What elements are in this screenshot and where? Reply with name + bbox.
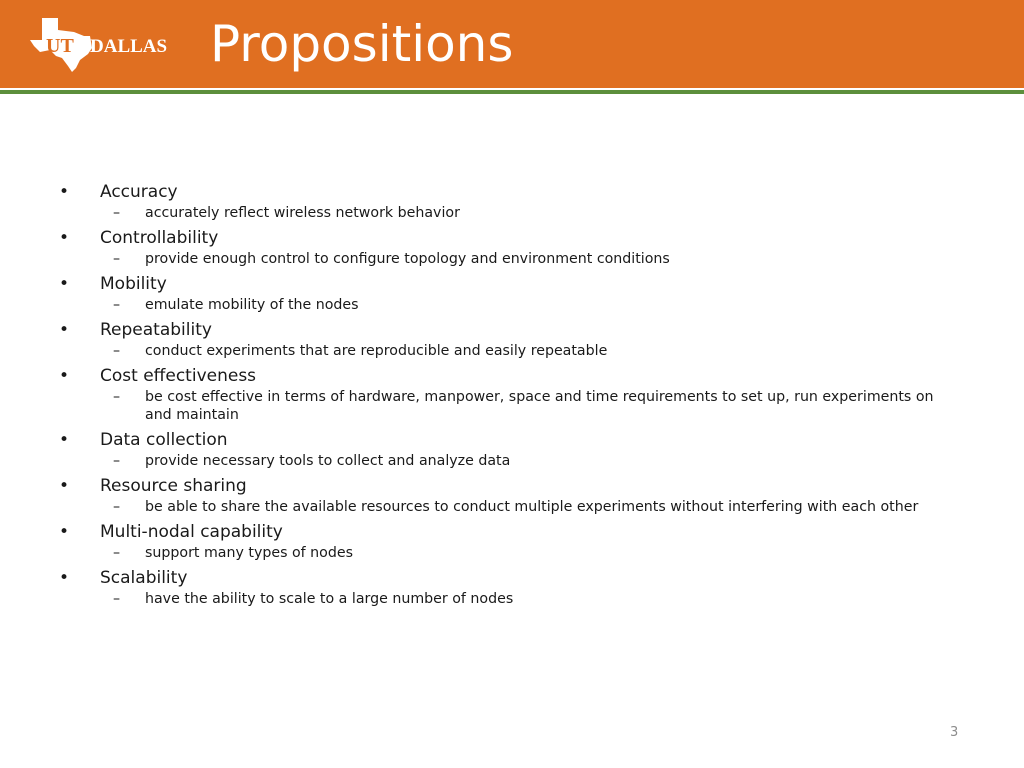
sub-bullet	[0, 296, 1024, 314]
bullet-heading-text: Mobility	[100, 274, 167, 294]
dash-marker: –	[113, 389, 121, 405]
bullet-marker: •	[59, 274, 70, 294]
bullet-heading	[0, 428, 1024, 452]
bullet-marker: •	[59, 320, 70, 340]
bullet-marker: •	[59, 430, 70, 450]
sub-bullet	[0, 342, 1024, 360]
dash-marker: –	[113, 453, 121, 469]
bullet-heading-text: Accuracy	[100, 182, 178, 202]
sub-bullet-text: have the ability to scale to a large number of nodes	[145, 591, 514, 607]
svg-text:DALLAS: DALLAS	[90, 36, 168, 57]
sub-bullet-text: conduct experiments that are reproducible and easily repeatable	[145, 343, 608, 359]
list-item	[0, 520, 1024, 562]
bullet-heading-text: Cost effectiveness	[100, 366, 257, 386]
bullet-marker: •	[59, 366, 70, 386]
list-item	[0, 566, 1024, 608]
bullet-marker: •	[59, 476, 70, 496]
bullet-heading	[0, 566, 1024, 590]
bullet-heading-text: Multi-nodal capability	[100, 522, 283, 542]
sub-bullet-text: provide necessary tools to collect and analyze data	[145, 453, 511, 469]
list-item	[0, 474, 1024, 516]
sub-bullet	[0, 590, 1024, 608]
bullet-marker: •	[59, 182, 70, 202]
sub-bullet	[0, 544, 1024, 562]
sub-bullet	[0, 204, 1024, 222]
bullet-heading	[0, 474, 1024, 498]
sub-bullet	[0, 452, 1024, 470]
dash-marker: –	[113, 343, 121, 359]
bullet-marker: •	[59, 522, 70, 542]
bullet-heading	[0, 364, 1024, 388]
sub-bullet-text: be cost effective in terms of hardware, manpower, space and time requirements to set up, run experiments on and maintain	[145, 389, 934, 423]
list-item	[0, 180, 1024, 222]
slide-title: Propositions	[210, 15, 514, 73]
sub-bullet-text: be able to share the available resources to conduct multiple experiments without interfering with each other	[145, 499, 919, 515]
dash-marker: –	[113, 591, 121, 607]
page-number: 3	[950, 725, 959, 740]
sub-bullet	[0, 388, 1024, 424]
list-item	[0, 428, 1024, 470]
bullet-heading-text: Data collection	[100, 430, 228, 450]
sub-bullet-text: provide enough control to configure topology and environment conditions	[145, 251, 670, 267]
utdallas-logo	[28, 14, 186, 76]
bullet-marker: •	[59, 568, 70, 588]
bullet-heading	[0, 318, 1024, 342]
bullet-heading	[0, 520, 1024, 544]
list-item	[0, 272, 1024, 314]
sub-bullet-text: accurately reflect wireless network behavior	[145, 205, 460, 221]
bullet-heading-text: Resource sharing	[100, 476, 247, 496]
bullet-marker: •	[59, 228, 70, 248]
svg-text:UT: UT	[46, 35, 74, 57]
sub-bullet	[0, 250, 1024, 268]
bullet-heading	[0, 226, 1024, 250]
bullet-heading-text: Repeatability	[100, 320, 212, 340]
list-item	[0, 318, 1024, 360]
sub-bullet	[0, 498, 1024, 516]
dash-marker: –	[113, 205, 121, 221]
bullet-heading	[0, 180, 1024, 204]
list-item	[0, 226, 1024, 268]
list-item	[0, 364, 1024, 424]
dash-marker: –	[113, 499, 121, 515]
bullet-heading-text: Scalability	[100, 568, 188, 588]
header-divider-green	[0, 90, 1024, 94]
bullet-heading	[0, 272, 1024, 296]
dash-marker: –	[113, 251, 121, 267]
bullet-list	[0, 180, 1024, 612]
bullet-heading-text: Controllability	[100, 228, 219, 248]
dash-marker: –	[113, 545, 121, 561]
dash-marker: –	[113, 297, 121, 313]
sub-bullet-text: support many types of nodes	[145, 545, 353, 561]
sub-bullet-text: emulate mobility of the nodes	[145, 297, 359, 313]
